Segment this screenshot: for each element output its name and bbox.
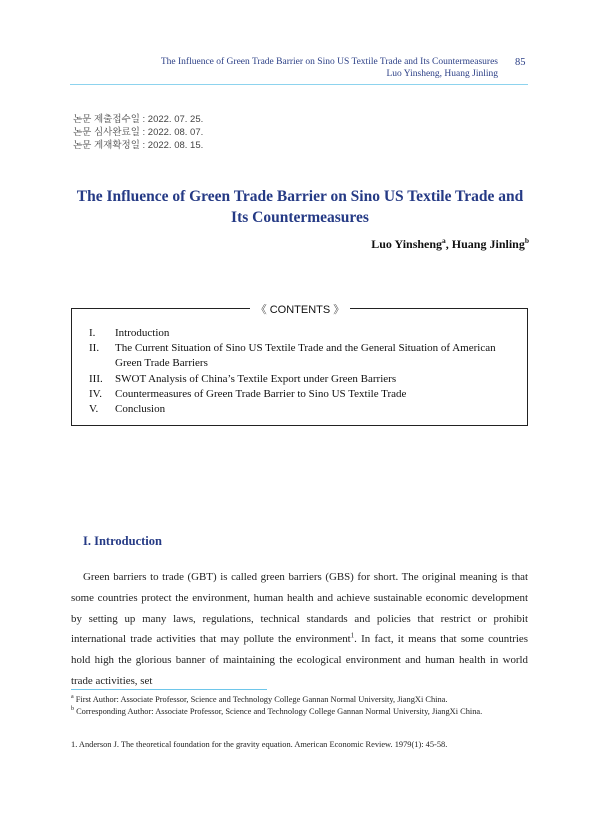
footnote-mark: b (71, 706, 74, 712)
toc-item-text: Conclusion (115, 403, 166, 416)
citation-ref: 1 (350, 631, 355, 640)
toc-item-number: I. (89, 327, 96, 339)
running-header-title: The Influence of Green Trade Barrier on Sino US Textile Trade and Its Countermeasures (160, 57, 498, 67)
toc-item (89, 387, 519, 402)
footnote-corresponding-author (71, 706, 541, 716)
author-first: Luo Yinsheng (371, 237, 443, 251)
footnote-first-author (71, 694, 541, 704)
table-of-contents (89, 326, 519, 417)
date-submitted: 논문 제출접수일 : 2022. 07. 25. (73, 114, 204, 125)
toc-item-number: IV. (89, 387, 102, 400)
paper-title (70, 186, 530, 228)
toc-item (89, 326, 519, 341)
toc-item-number: V. (89, 403, 99, 416)
date-reviewed: 논문 심사완료일 : 2022. 08. 07. (73, 127, 204, 138)
submission-dates (73, 113, 203, 152)
toc-item (89, 341, 519, 371)
toc-item-text: Introduction (115, 327, 170, 339)
toc-item-text: SWOT Analysis of China’s Textile Export under Green Barriers (115, 372, 397, 385)
author-first-mark: a (442, 236, 446, 245)
paper-title-line2: Its Countermeasures (231, 209, 369, 226)
footnote-text: First Author: Associate Professor, Science and Technology College Gannan Normal University, JiangXi China. (73, 694, 448, 704)
paragraph-text-cont: . In fact, it means that some countries hold high the glorious banner of maintaining the ecological environment and human health in world trade activities, set (71, 633, 528, 687)
footnote-reference: 1. Anderson J. The theoretical foundation for the gravity equation. American Economic Review. 1979(1): 45-58. (71, 740, 448, 749)
footnote-divider (71, 689, 267, 690)
toc-item-number: III. (89, 372, 103, 385)
running-header-authors: Luo Yinsheng, Huang Jinling (386, 69, 498, 79)
header-divider (70, 84, 528, 85)
toc-item-text: The Current Situation of Sino US Textile Trade and the General Situation of American Green Trade Barriers (115, 342, 496, 370)
toc-item-number: II. (89, 342, 100, 355)
paper-authors (371, 236, 529, 252)
date-accepted: 논문 게재확정일 : 2022. 08. 15. (73, 140, 204, 151)
author-second-mark: b (524, 236, 529, 245)
toc-item (89, 402, 519, 417)
author-separator: , (445, 237, 452, 251)
paragraph-text: Green barriers to trade (GBT) is called green barriers (GBS) for short. The original meaning is that some countries protect the environment, human health and achieve sustainable economic development by setting up many laws, regulations, technical standards and policies that restrict or prohibit international trade activities that may pollute the environment (71, 571, 528, 646)
footnote-text: Corresponding Author: Associate Professor, Science and Technology College Gannan Normal University, JiangXi China. (74, 706, 483, 716)
section-heading: I. Introduction (83, 534, 162, 548)
page-number: 85 (515, 57, 526, 68)
author-second: Huang Jinling (451, 237, 525, 251)
contents-label: 《 CONTENTS 》 (0, 301, 600, 317)
toc-item (89, 372, 519, 387)
paper-title-line1: The Influence of Green Trade Barrier on Sino US Textile Trade and (76, 188, 524, 205)
toc-item-text: Countermeasures of Green Trade Barrier to Sino US Textile Trade (115, 387, 407, 400)
footnote-mark: a (71, 694, 74, 700)
body-paragraph (71, 567, 528, 692)
